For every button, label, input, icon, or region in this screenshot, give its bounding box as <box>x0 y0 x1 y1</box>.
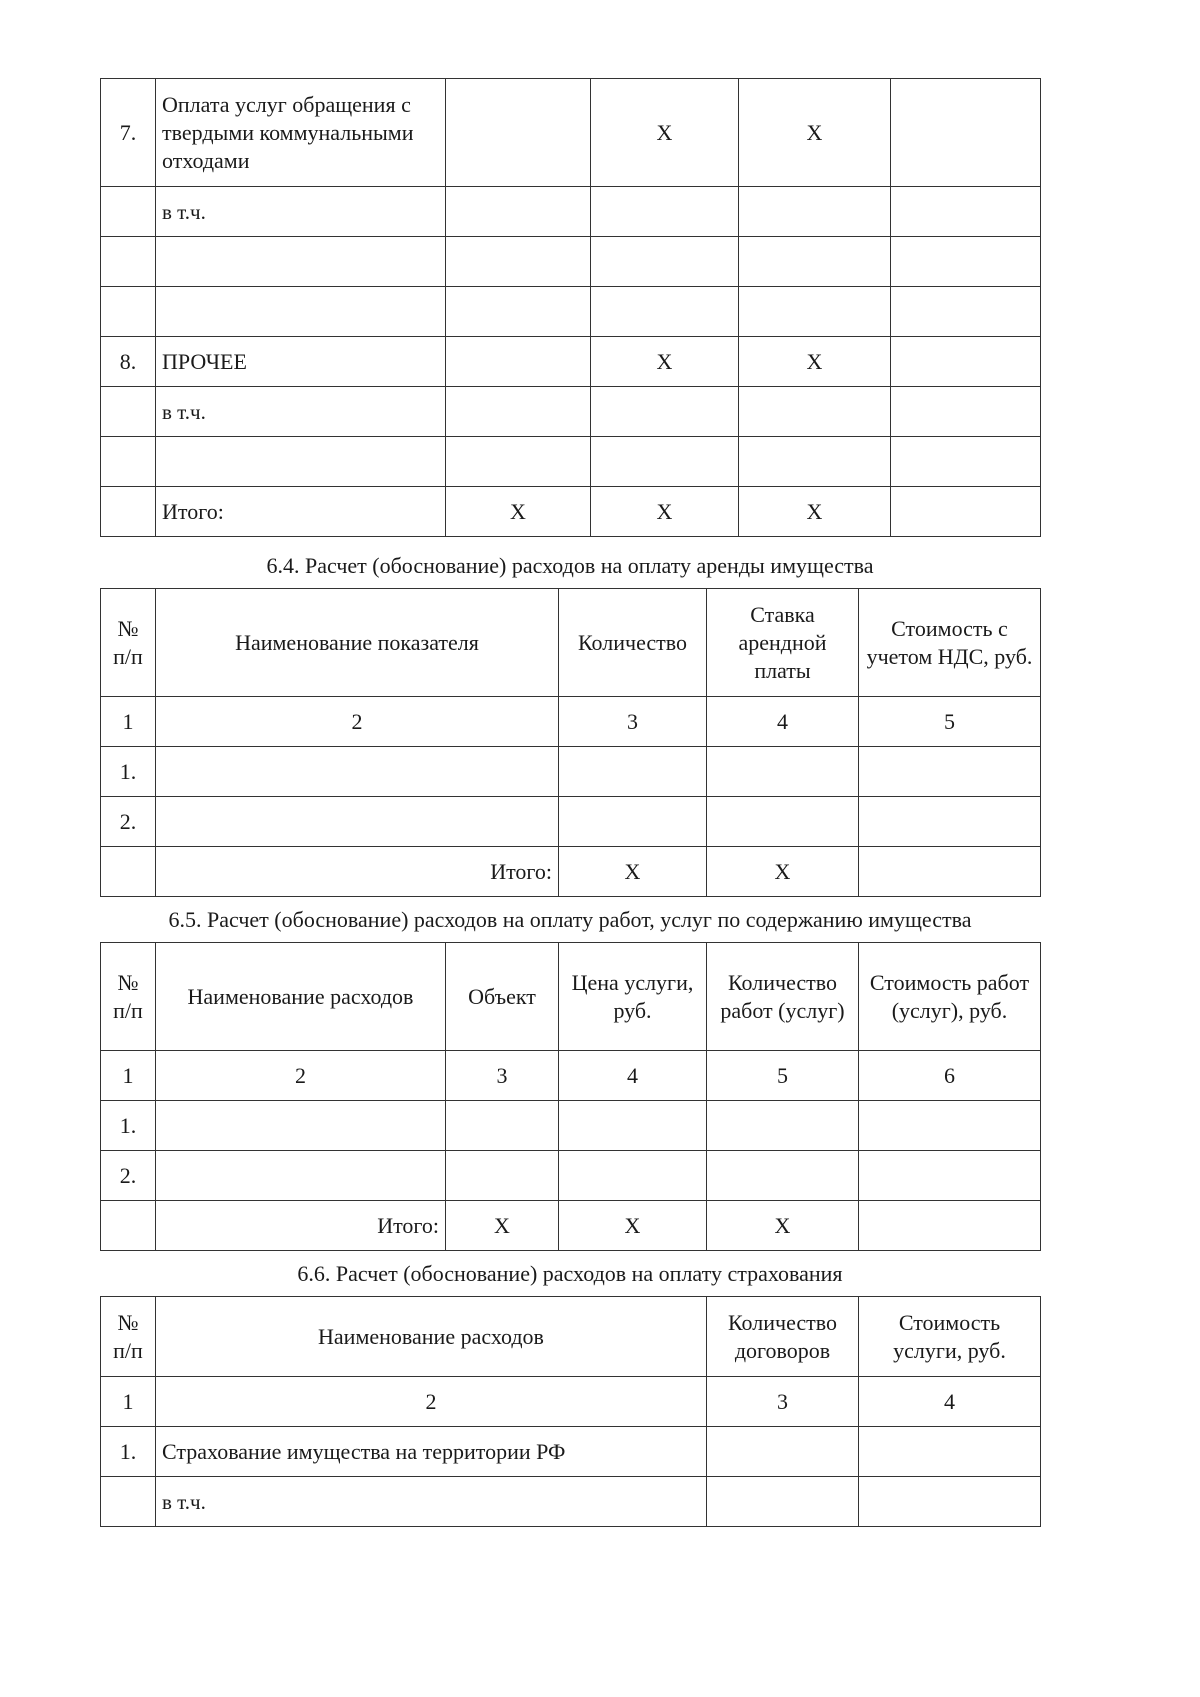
column-number: 3 <box>707 1377 859 1427</box>
table-row <box>101 1477 1041 1527</box>
cell <box>707 797 859 847</box>
row-name: Страхование имущества на территории РФ <box>156 1427 707 1477</box>
cell: X <box>707 847 859 897</box>
column-number: 2 <box>156 697 559 747</box>
total-row <box>101 487 1041 537</box>
column-header: Количество работ (услуг) <box>707 943 859 1051</box>
table-row <box>101 287 1041 337</box>
column-header: Стоимость работ (услуг), руб. <box>859 943 1041 1051</box>
row-name <box>156 797 559 847</box>
table-row <box>101 797 1041 847</box>
column-number: 5 <box>859 697 1041 747</box>
row-number <box>101 387 156 437</box>
cell: X <box>739 487 891 537</box>
cell: X <box>591 487 739 537</box>
cell <box>446 437 591 487</box>
cell <box>891 487 1041 537</box>
column-number: 4 <box>859 1377 1041 1427</box>
total-label: Итого: <box>156 847 559 897</box>
table-row <box>101 1427 1041 1477</box>
row-name <box>156 1151 446 1201</box>
cell: X <box>559 847 707 897</box>
cell <box>446 337 591 387</box>
total-label: Итого: <box>156 487 446 537</box>
cell <box>707 1101 859 1151</box>
expenses-table-continuation <box>100 78 1041 537</box>
column-number: 4 <box>559 1051 707 1101</box>
table-row <box>101 437 1041 487</box>
section-6-4-caption: 6.4. Расчет (обоснование) расходов на оплату аренды имущества <box>266 553 874 578</box>
cell <box>707 747 859 797</box>
row-name <box>156 237 446 287</box>
cell: X <box>707 1201 859 1251</box>
cell: X <box>446 487 591 537</box>
column-header: Ставка арендной платы <box>707 589 859 697</box>
row-name: в т.ч. <box>156 1477 707 1527</box>
row-name: Оплата услуг обращения с твердыми коммунальными отходами <box>156 79 446 187</box>
row-number <box>101 437 156 487</box>
cell <box>591 237 739 287</box>
column-header: Количество договоров <box>707 1297 859 1377</box>
cell <box>891 237 1041 287</box>
cell <box>891 187 1041 237</box>
cell <box>891 437 1041 487</box>
column-number-row <box>101 1377 1041 1427</box>
column-number: 2 <box>156 1377 707 1427</box>
column-number: 4 <box>707 697 859 747</box>
cell <box>591 387 739 437</box>
row-number: 1. <box>101 747 156 797</box>
cell <box>859 1477 1041 1527</box>
row-name: в т.ч. <box>156 387 446 437</box>
row-name <box>156 287 446 337</box>
cell <box>707 1151 859 1201</box>
row-number <box>101 187 156 237</box>
cell <box>891 337 1041 387</box>
column-header: № п/п <box>101 1297 156 1377</box>
section-6-6-caption: 6.6. Расчет (обоснование) расходов на оплату страхования <box>297 1261 843 1286</box>
cell <box>859 1427 1041 1477</box>
cell <box>446 79 591 187</box>
cell: X <box>591 79 739 187</box>
rent-expenses-table <box>100 588 1041 897</box>
column-header: Наименование расходов <box>156 1297 707 1377</box>
cell <box>739 437 891 487</box>
cell <box>559 1151 707 1201</box>
row-number <box>101 487 156 537</box>
column-header: Количество <box>559 589 707 697</box>
column-number: 6 <box>859 1051 1041 1101</box>
cell <box>559 1101 707 1151</box>
cell <box>739 187 891 237</box>
cell <box>591 437 739 487</box>
cell <box>739 287 891 337</box>
row-number <box>101 237 156 287</box>
table-header-row <box>101 1297 1041 1377</box>
section-6-5-caption: 6.5. Расчет (обоснование) расходов на оплату работ, услуг по содержанию имущества <box>168 907 972 932</box>
empty-cell <box>101 1201 156 1251</box>
cell <box>859 1101 1041 1151</box>
column-header: Наименование показателя <box>156 589 559 697</box>
cell <box>859 797 1041 847</box>
cell <box>559 747 707 797</box>
row-number: 2. <box>101 797 156 847</box>
cell <box>591 187 739 237</box>
table-row <box>101 1101 1041 1151</box>
cell: X <box>739 79 891 187</box>
cell <box>446 187 591 237</box>
row-name <box>156 1101 446 1151</box>
cell <box>891 287 1041 337</box>
cell <box>446 237 591 287</box>
cell <box>859 1201 1041 1251</box>
column-header: № п/п <box>101 589 156 697</box>
cell <box>446 287 591 337</box>
table-row <box>101 237 1041 287</box>
empty-cell <box>101 847 156 897</box>
column-number-row <box>101 1051 1041 1101</box>
table-header-row <box>101 589 1041 697</box>
column-header: Объект <box>446 943 559 1051</box>
cell: X <box>446 1201 559 1251</box>
cell <box>859 1151 1041 1201</box>
row-number: 1. <box>101 1101 156 1151</box>
column-header: Цена услуги, руб. <box>559 943 707 1051</box>
cell <box>707 1427 859 1477</box>
cell <box>891 79 1041 187</box>
total-label: Итого: <box>156 1201 446 1251</box>
cell <box>446 1101 559 1151</box>
column-number: 1 <box>101 697 156 747</box>
cell <box>859 847 1041 897</box>
row-name <box>156 747 559 797</box>
column-header: Стоимость услуги, руб. <box>859 1297 1041 1377</box>
cell <box>707 1477 859 1527</box>
column-header: Стоимость с учетом НДС, руб. <box>859 589 1041 697</box>
cell <box>559 797 707 847</box>
cell <box>591 287 739 337</box>
row-number <box>101 1477 156 1527</box>
maintenance-expenses-table <box>100 942 1041 1251</box>
row-number: 8. <box>101 337 156 387</box>
table-row <box>101 387 1041 437</box>
total-row <box>101 847 1041 897</box>
cell <box>891 387 1041 437</box>
column-number: 2 <box>156 1051 446 1101</box>
column-header: № п/п <box>101 943 156 1051</box>
cell <box>739 237 891 287</box>
row-name <box>156 437 446 487</box>
row-name: в т.ч. <box>156 187 446 237</box>
insurance-expenses-table <box>100 1296 1041 1527</box>
table-row <box>101 187 1041 237</box>
column-number-row <box>101 697 1041 747</box>
table-row <box>101 337 1041 387</box>
column-number: 1 <box>101 1051 156 1101</box>
column-number: 5 <box>707 1051 859 1101</box>
cell: X <box>739 337 891 387</box>
row-number: 2. <box>101 1151 156 1201</box>
cell <box>859 747 1041 797</box>
cell <box>446 387 591 437</box>
row-number: 1. <box>101 1427 156 1477</box>
column-header: Наименование расходов <box>156 943 446 1051</box>
column-number: 3 <box>559 697 707 747</box>
table-header-row <box>101 943 1041 1051</box>
row-name: ПРОЧЕЕ <box>156 337 446 387</box>
cell <box>446 1151 559 1201</box>
table-row <box>101 1151 1041 1201</box>
column-number: 3 <box>446 1051 559 1101</box>
row-number <box>101 287 156 337</box>
total-row <box>101 1201 1041 1251</box>
table-row <box>101 79 1041 187</box>
cell <box>739 387 891 437</box>
row-number: 7. <box>101 79 156 187</box>
cell: X <box>591 337 739 387</box>
column-number: 1 <box>101 1377 156 1427</box>
cell: X <box>559 1201 707 1251</box>
table-row <box>101 747 1041 797</box>
